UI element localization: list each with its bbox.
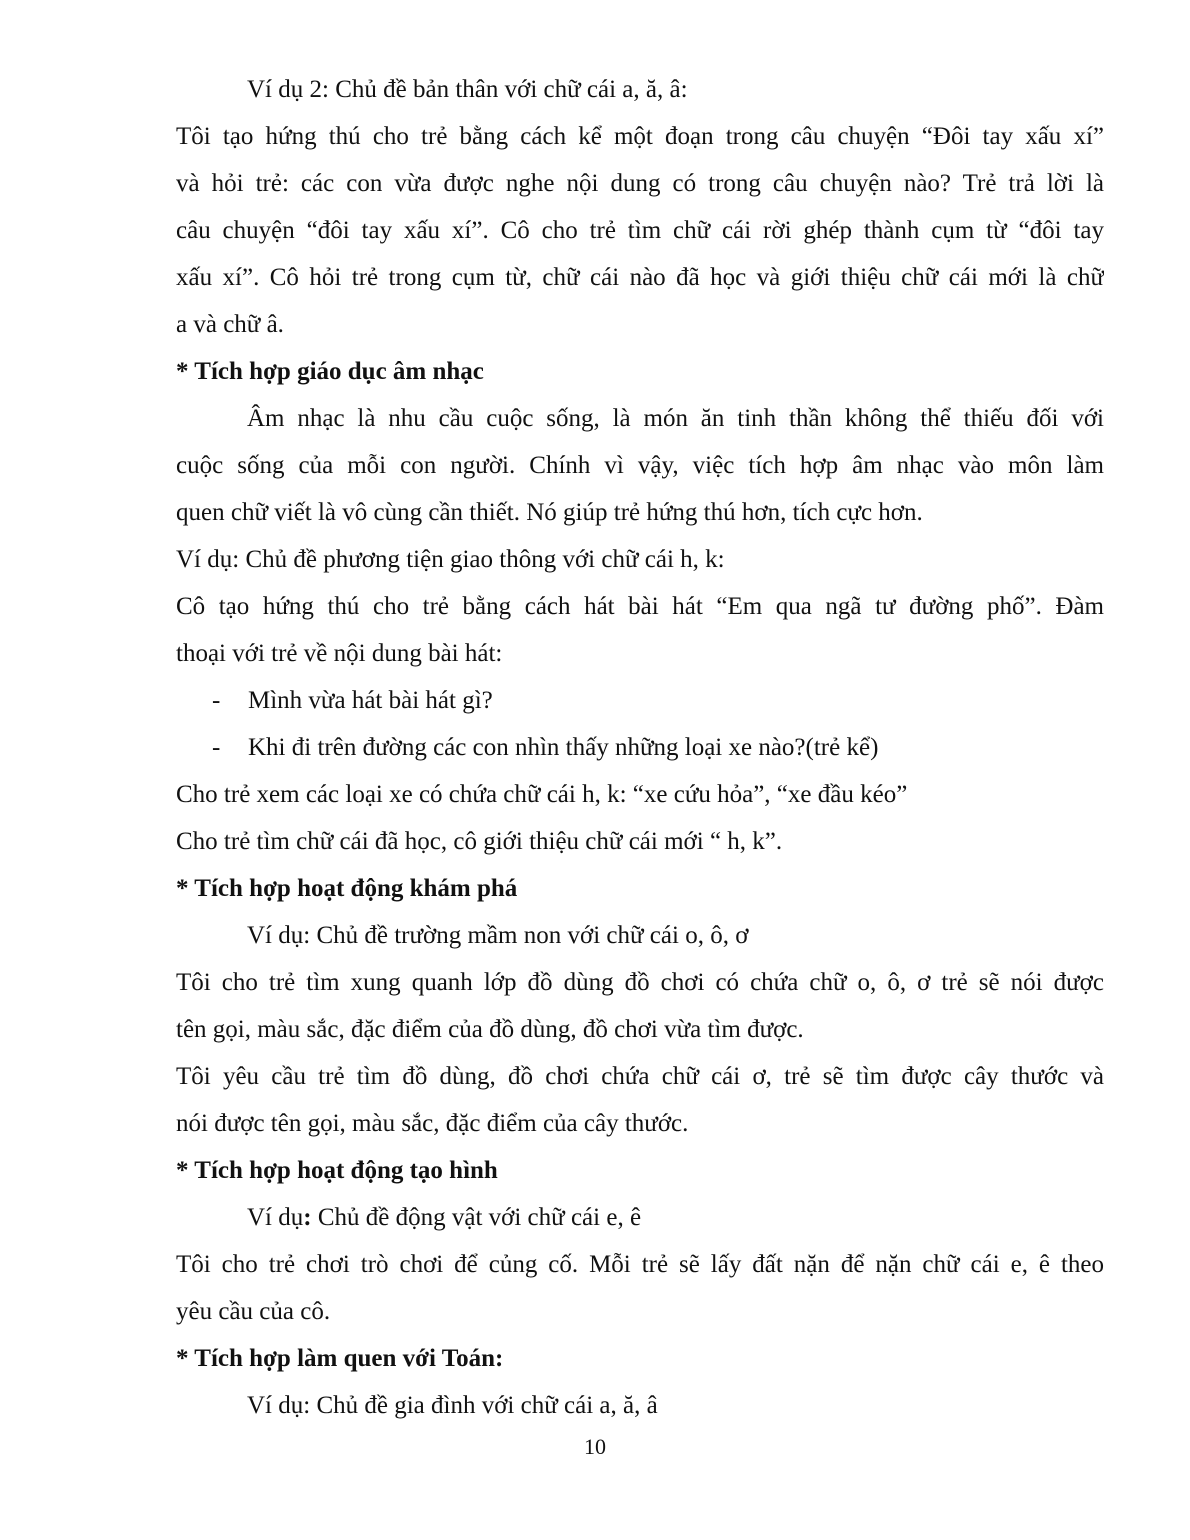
section-heading-explore: * Tích hợp hoạt động khám phá bbox=[176, 875, 518, 902]
example-2-title: Ví dụ 2: Chủ đề bản thân với chữ cái a, ă, â: bbox=[247, 76, 688, 103]
section-heading-music: * Tích hợp giáo dục âm nhạc bbox=[176, 358, 484, 385]
paragraph-line: Cho trẻ tìm chữ cái đã học, cô giới thiệu chữ cái mới “ h, k”. bbox=[176, 828, 783, 855]
paragraph-line: và hỏi trẻ: các con vừa được nghe nội dung có trong câu chuyện nào? Trẻ trả lời là bbox=[176, 170, 1104, 197]
example-text: Chủ đề động vật với chữ cái e, ê bbox=[311, 1204, 642, 1231]
bullet-item bbox=[176, 677, 1104, 724]
bullet-dash: - bbox=[212, 687, 221, 714]
paragraph-line: Tôi tạo hứng thú cho trẻ bằng cách kể một đoạn trong câu chuyện “Đôi tay xấu xí” bbox=[176, 123, 1104, 150]
paragraph-line: Cho trẻ xem các loại xe có chứa chữ cái h, k: “xe cứu hỏa”, “xe đầu kéo” bbox=[176, 781, 908, 808]
paragraph-line: a và chữ â. bbox=[176, 311, 284, 338]
paragraph-line: yêu cầu của cô. bbox=[176, 1298, 331, 1325]
example-line bbox=[176, 1194, 1104, 1241]
paragraph-line: nói được tên gọi, màu sắc, đặc điểm của cây thước. bbox=[176, 1110, 689, 1137]
section-heading-math: * Tích hợp làm quen với Toán: bbox=[176, 1345, 504, 1372]
paragraph-line: thoại với trẻ về nội dung bài hát: bbox=[176, 640, 503, 667]
bullet-dash: - bbox=[212, 734, 221, 761]
example-line: Ví dụ: Chủ đề trường mầm non với chữ cái o, ô, ơ bbox=[247, 922, 749, 949]
example-label: Ví dụ bbox=[247, 1204, 304, 1231]
bullet-text: Khi đi trên đường các con nhìn thấy những loại xe nào?(trẻ kể) bbox=[248, 734, 879, 761]
document-page bbox=[176, 66, 1104, 1429]
paragraph-line: xấu xí”. Cô hỏi trẻ trong cụm từ, chữ cái nào đã học và giới thiệu chữ cái mới là chữ bbox=[176, 264, 1104, 291]
page-number: 10 bbox=[584, 1434, 606, 1459]
paragraph-line: câu chuyện “đôi tay xấu xí”. Cô cho trẻ tìm chữ cái rời ghép thành cụm từ “đôi tay bbox=[176, 217, 1104, 244]
paragraph-line: quen chữ viết là vô cùng cần thiết. Nó giúp trẻ hứng thú hơn, tích cực hơn. bbox=[176, 499, 923, 526]
example-line: Ví dụ: Chủ đề phương tiện giao thông với chữ cái h, k: bbox=[176, 546, 725, 573]
paragraph-line: Tôi yêu cầu trẻ tìm đồ dùng, đồ chơi chứa chữ cái ơ, trẻ sẽ tìm được cây thước và bbox=[176, 1063, 1104, 1090]
example-line: Ví dụ: Chủ đề gia đình với chữ cái a, ă, â bbox=[247, 1392, 658, 1419]
paragraph-line: Tôi cho trẻ tìm xung quanh lớp đồ dùng đồ chơi có chứa chữ o, ô, ơ trẻ sẽ nói được bbox=[176, 969, 1104, 996]
bullet-item bbox=[176, 724, 1104, 771]
paragraph-line: cuộc sống của mỗi con người. Chính vì vậy, việc tích hợp âm nhạc vào môn làm bbox=[176, 452, 1104, 479]
example-colon: : bbox=[303, 1204, 312, 1231]
section-heading-art: * Tích hợp hoạt động tạo hình bbox=[176, 1157, 498, 1184]
paragraph-line: Cô tạo hứng thú cho trẻ bằng cách hát bài hát “Em qua ngã tư đường phố”. Đàm bbox=[176, 593, 1104, 620]
paragraph-line: Tôi cho trẻ chơi trò chơi để củng cố. Mỗi trẻ sẽ lấy đất nặn để nặn chữ cái e, ê theo bbox=[176, 1251, 1104, 1278]
paragraph-line: tên gọi, màu sắc, đặc điểm của đồ dùng, đồ chơi vừa tìm được. bbox=[176, 1016, 804, 1043]
paragraph-line: Âm nhạc là nhu cầu cuộc sống, là món ăn tinh thần không thể thiếu đối với bbox=[247, 405, 1104, 432]
bullet-text: Mình vừa hát bài hát gì? bbox=[248, 687, 493, 714]
